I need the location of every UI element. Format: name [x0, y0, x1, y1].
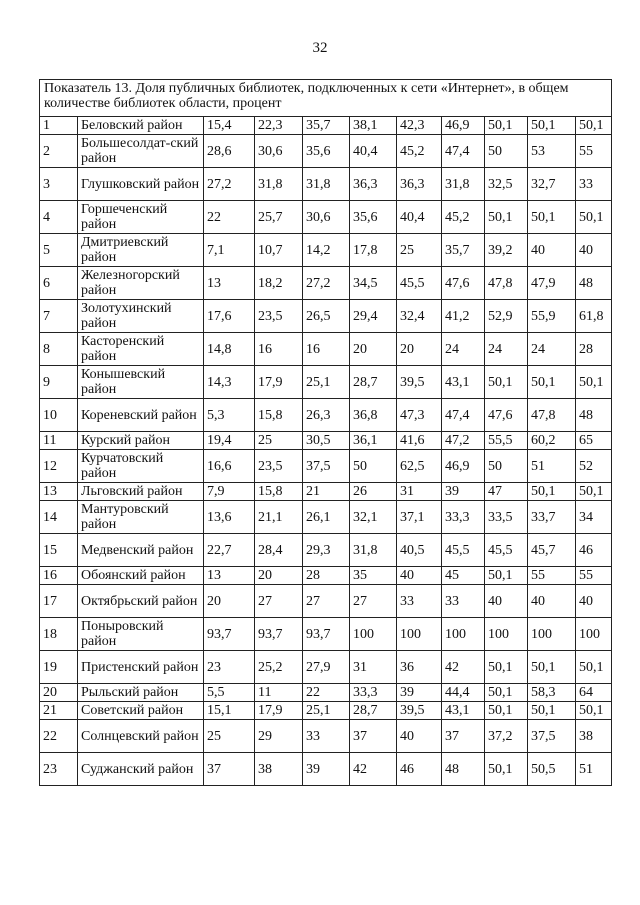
value-cell: 52 [576, 450, 612, 483]
value-cell: 45,5 [442, 534, 485, 567]
district-name: Медвенский район [78, 534, 204, 567]
value-cell: 46,9 [442, 117, 485, 135]
table-row [40, 300, 612, 333]
value-cell: 50,1 [576, 702, 612, 720]
value-cell: 100 [576, 618, 612, 651]
value-cell: 50,1 [485, 702, 528, 720]
value-cell: 16 [255, 333, 303, 366]
value-cell: 40,5 [397, 534, 442, 567]
value-cell: 29,4 [350, 300, 397, 333]
value-cell: 55 [528, 567, 576, 585]
value-cell: 33 [303, 720, 350, 753]
value-cell: 24 [442, 333, 485, 366]
value-cell: 100 [528, 618, 576, 651]
value-cell: 24 [528, 333, 576, 366]
value-cell: 33,5 [485, 501, 528, 534]
district-name: Рыльский район [78, 684, 204, 702]
value-cell: 60,2 [528, 432, 576, 450]
value-cell: 47,6 [485, 399, 528, 432]
value-cell: 20 [397, 333, 442, 366]
table-row [40, 366, 612, 399]
value-cell: 26,3 [303, 399, 350, 432]
district-name: Советский район [78, 702, 204, 720]
district-name: Железногорский район [78, 267, 204, 300]
value-cell: 45,2 [397, 135, 442, 168]
value-cell: 55,9 [528, 300, 576, 333]
row-number: 6 [40, 267, 78, 300]
value-cell: 43,1 [442, 366, 485, 399]
table-row [40, 534, 612, 567]
district-name: Курчатовский район [78, 450, 204, 483]
value-cell: 26,1 [303, 501, 350, 534]
table-row [40, 234, 612, 267]
value-cell: 22,7 [204, 534, 255, 567]
value-cell: 58,3 [528, 684, 576, 702]
row-number: 8 [40, 333, 78, 366]
value-cell: 22 [204, 201, 255, 234]
table-caption: Показатель 13. Доля публичных библиотек, подключенных к сети «Интернет», в общем количестве библиотек области, процент [40, 80, 612, 117]
value-cell: 39 [442, 483, 485, 501]
value-cell: 51 [528, 450, 576, 483]
district-name: Дмитриевский район [78, 234, 204, 267]
value-cell: 50,1 [528, 117, 576, 135]
table-row [40, 168, 612, 201]
value-cell: 31 [397, 483, 442, 501]
value-cell: 50,1 [528, 651, 576, 684]
value-cell: 37,5 [528, 720, 576, 753]
value-cell: 28 [303, 567, 350, 585]
value-cell: 17,9 [255, 702, 303, 720]
value-cell: 44,4 [442, 684, 485, 702]
value-cell: 45,7 [528, 534, 576, 567]
district-name: Льговский район [78, 483, 204, 501]
value-cell: 32,5 [485, 168, 528, 201]
value-cell: 17,6 [204, 300, 255, 333]
value-cell: 28 [576, 333, 612, 366]
value-cell: 62,5 [397, 450, 442, 483]
value-cell: 55 [576, 135, 612, 168]
value-cell: 45,2 [442, 201, 485, 234]
value-cell: 39 [303, 753, 350, 786]
value-cell: 36,8 [350, 399, 397, 432]
value-cell: 46 [397, 753, 442, 786]
value-cell: 50,1 [485, 366, 528, 399]
row-number: 13 [40, 483, 78, 501]
value-cell: 40 [528, 234, 576, 267]
value-cell: 14,2 [303, 234, 350, 267]
row-number: 3 [40, 168, 78, 201]
value-cell: 34,5 [350, 267, 397, 300]
value-cell: 93,7 [204, 618, 255, 651]
value-cell: 50,1 [485, 567, 528, 585]
value-cell: 50,1 [576, 651, 612, 684]
table-row [40, 201, 612, 234]
value-cell: 7,9 [204, 483, 255, 501]
value-cell: 38,1 [350, 117, 397, 135]
value-cell: 50 [485, 135, 528, 168]
value-cell: 55 [576, 567, 612, 585]
district-name: Глушковский район [78, 168, 204, 201]
value-cell: 40 [576, 585, 612, 618]
value-cell: 25,7 [255, 201, 303, 234]
value-cell: 93,7 [255, 618, 303, 651]
row-number: 16 [40, 567, 78, 585]
value-cell: 50,1 [528, 702, 576, 720]
row-number: 7 [40, 300, 78, 333]
value-cell: 16,6 [204, 450, 255, 483]
value-cell: 15,4 [204, 117, 255, 135]
value-cell: 19,4 [204, 432, 255, 450]
value-cell: 40 [528, 585, 576, 618]
value-cell: 61,8 [576, 300, 612, 333]
row-number: 15 [40, 534, 78, 567]
value-cell: 37,5 [303, 450, 350, 483]
table-row [40, 567, 612, 585]
caption-row [40, 80, 612, 117]
value-cell: 47,8 [528, 399, 576, 432]
value-cell: 22,3 [255, 117, 303, 135]
value-cell: 40,4 [350, 135, 397, 168]
value-cell: 50,1 [485, 651, 528, 684]
row-number: 12 [40, 450, 78, 483]
value-cell: 51 [576, 753, 612, 786]
value-cell: 11 [255, 684, 303, 702]
value-cell: 30,6 [255, 135, 303, 168]
value-cell: 30,5 [303, 432, 350, 450]
value-cell: 47,3 [397, 399, 442, 432]
district-name: Мантуровский район [78, 501, 204, 534]
value-cell: 5,5 [204, 684, 255, 702]
value-cell: 13 [204, 567, 255, 585]
value-cell: 37 [442, 720, 485, 753]
value-cell: 35,6 [303, 135, 350, 168]
value-cell: 45,5 [397, 267, 442, 300]
value-cell: 31,8 [255, 168, 303, 201]
value-cell: 33 [397, 585, 442, 618]
value-cell: 36,1 [350, 432, 397, 450]
value-cell: 39,5 [397, 366, 442, 399]
value-cell: 50 [485, 450, 528, 483]
value-cell: 47 [485, 483, 528, 501]
value-cell: 15,8 [255, 483, 303, 501]
district-name: Золотухинский район [78, 300, 204, 333]
table-row [40, 651, 612, 684]
value-cell: 22 [303, 684, 350, 702]
row-number: 23 [40, 753, 78, 786]
row-number: 18 [40, 618, 78, 651]
value-cell: 47,4 [442, 135, 485, 168]
table-row [40, 117, 612, 135]
value-cell: 50,1 [528, 483, 576, 501]
value-cell: 40,4 [397, 201, 442, 234]
value-cell: 7,1 [204, 234, 255, 267]
district-name: Курский район [78, 432, 204, 450]
value-cell: 14,3 [204, 366, 255, 399]
value-cell: 50,1 [528, 201, 576, 234]
value-cell: 50,1 [576, 366, 612, 399]
table-row [40, 585, 612, 618]
table-row [40, 483, 612, 501]
row-number: 20 [40, 684, 78, 702]
value-cell: 28,7 [350, 366, 397, 399]
value-cell: 33,3 [350, 684, 397, 702]
district-name: Конышевский район [78, 366, 204, 399]
value-cell: 34 [576, 501, 612, 534]
row-number: 19 [40, 651, 78, 684]
value-cell: 26 [350, 483, 397, 501]
value-cell: 33,3 [442, 501, 485, 534]
value-cell: 41,2 [442, 300, 485, 333]
district-name: Октябрьский район [78, 585, 204, 618]
value-cell: 37 [204, 753, 255, 786]
value-cell: 64 [576, 684, 612, 702]
row-number: 9 [40, 366, 78, 399]
value-cell: 5,3 [204, 399, 255, 432]
value-cell: 29,3 [303, 534, 350, 567]
value-cell: 28,7 [350, 702, 397, 720]
value-cell: 47,8 [485, 267, 528, 300]
value-cell: 100 [485, 618, 528, 651]
value-cell: 33 [576, 168, 612, 201]
value-cell: 14,8 [204, 333, 255, 366]
value-cell: 23,5 [255, 300, 303, 333]
value-cell: 31,8 [303, 168, 350, 201]
district-name: Поныровский район [78, 618, 204, 651]
value-cell: 35 [350, 567, 397, 585]
value-cell: 55,5 [485, 432, 528, 450]
row-number: 14 [40, 501, 78, 534]
value-cell: 46,9 [442, 450, 485, 483]
value-cell: 47,4 [442, 399, 485, 432]
value-cell: 38 [255, 753, 303, 786]
table-row [40, 333, 612, 366]
district-name: Касторенский район [78, 333, 204, 366]
value-cell: 36,3 [397, 168, 442, 201]
value-cell: 53 [528, 135, 576, 168]
table-row [40, 684, 612, 702]
value-cell: 37 [350, 720, 397, 753]
value-cell: 47,6 [442, 267, 485, 300]
value-cell: 20 [350, 333, 397, 366]
value-cell: 13 [204, 267, 255, 300]
value-cell: 39,5 [397, 702, 442, 720]
value-cell: 43,1 [442, 702, 485, 720]
value-cell: 15,1 [204, 702, 255, 720]
value-cell: 45,5 [485, 534, 528, 567]
value-cell: 39 [397, 684, 442, 702]
value-cell: 35,7 [303, 117, 350, 135]
district-name: Большесолдат-ский район [78, 135, 204, 168]
value-cell: 31,8 [442, 168, 485, 201]
value-cell: 15,8 [255, 399, 303, 432]
row-number: 10 [40, 399, 78, 432]
value-cell: 16 [303, 333, 350, 366]
district-name: Суджанский район [78, 753, 204, 786]
value-cell: 100 [442, 618, 485, 651]
value-cell: 50,1 [576, 483, 612, 501]
value-cell: 32,4 [397, 300, 442, 333]
value-cell: 26,5 [303, 300, 350, 333]
table-row [40, 135, 612, 168]
row-number: 21 [40, 702, 78, 720]
value-cell: 27 [255, 585, 303, 618]
value-cell: 48 [576, 267, 612, 300]
value-cell: 50,1 [528, 366, 576, 399]
value-cell: 40 [397, 720, 442, 753]
value-cell: 18,2 [255, 267, 303, 300]
value-cell: 46 [576, 534, 612, 567]
value-cell: 33,7 [528, 501, 576, 534]
value-cell: 23 [204, 651, 255, 684]
value-cell: 30,6 [303, 201, 350, 234]
value-cell: 50,5 [528, 753, 576, 786]
value-cell: 25 [397, 234, 442, 267]
row-number: 17 [40, 585, 78, 618]
value-cell: 21 [303, 483, 350, 501]
value-cell: 21,1 [255, 501, 303, 534]
value-cell: 32,1 [350, 501, 397, 534]
value-cell: 93,7 [303, 618, 350, 651]
district-name: Солнцевский район [78, 720, 204, 753]
value-cell: 42 [442, 651, 485, 684]
value-cell: 25 [255, 432, 303, 450]
district-name: Кореневский район [78, 399, 204, 432]
value-cell: 52,9 [485, 300, 528, 333]
value-cell: 50,1 [485, 117, 528, 135]
table-body [40, 80, 612, 786]
value-cell: 50 [350, 450, 397, 483]
value-cell: 17,8 [350, 234, 397, 267]
value-cell: 65 [576, 432, 612, 450]
value-cell: 33 [442, 585, 485, 618]
value-cell: 35,7 [442, 234, 485, 267]
value-cell: 100 [350, 618, 397, 651]
value-cell: 20 [255, 567, 303, 585]
district-name: Пристенский район [78, 651, 204, 684]
value-cell: 37,1 [397, 501, 442, 534]
value-cell: 50,1 [485, 753, 528, 786]
value-cell: 47,9 [528, 267, 576, 300]
value-cell: 31 [350, 651, 397, 684]
value-cell: 23,5 [255, 450, 303, 483]
value-cell: 25,1 [303, 366, 350, 399]
value-cell: 10,7 [255, 234, 303, 267]
value-cell: 42,3 [397, 117, 442, 135]
row-number: 2 [40, 135, 78, 168]
value-cell: 40 [485, 585, 528, 618]
table-row [40, 450, 612, 483]
value-cell: 32,7 [528, 168, 576, 201]
value-cell: 25,2 [255, 651, 303, 684]
value-cell: 17,9 [255, 366, 303, 399]
value-cell: 25 [204, 720, 255, 753]
value-cell: 100 [397, 618, 442, 651]
value-cell: 27,9 [303, 651, 350, 684]
value-cell: 13,6 [204, 501, 255, 534]
value-cell: 39,2 [485, 234, 528, 267]
row-number: 22 [40, 720, 78, 753]
page-number: 32 [312, 40, 328, 56]
value-cell: 50,1 [485, 684, 528, 702]
table-row [40, 267, 612, 300]
value-cell: 28,6 [204, 135, 255, 168]
row-number: 11 [40, 432, 78, 450]
table-row [40, 432, 612, 450]
table-row [40, 501, 612, 534]
library-internet-table [39, 79, 612, 786]
value-cell: 48 [442, 753, 485, 786]
value-cell: 35,6 [350, 201, 397, 234]
value-cell: 27,2 [303, 267, 350, 300]
value-cell: 27 [350, 585, 397, 618]
row-number: 1 [40, 117, 78, 135]
value-cell: 29 [255, 720, 303, 753]
value-cell: 36 [397, 651, 442, 684]
value-cell: 50,1 [576, 117, 612, 135]
value-cell: 45 [442, 567, 485, 585]
row-number: 5 [40, 234, 78, 267]
district-name: Горшеченский район [78, 201, 204, 234]
value-cell: 48 [576, 399, 612, 432]
table-row [40, 753, 612, 786]
row-number: 4 [40, 201, 78, 234]
value-cell: 40 [397, 567, 442, 585]
value-cell: 50,1 [485, 201, 528, 234]
table-row [40, 702, 612, 720]
value-cell: 24 [485, 333, 528, 366]
district-name: Обоянский район [78, 567, 204, 585]
value-cell: 27,2 [204, 168, 255, 201]
value-cell: 20 [204, 585, 255, 618]
table-row [40, 399, 612, 432]
table-row [40, 720, 612, 753]
district-name: Беловский район [78, 117, 204, 135]
value-cell: 38 [576, 720, 612, 753]
value-cell: 50,1 [576, 201, 612, 234]
value-cell: 25,1 [303, 702, 350, 720]
value-cell: 31,8 [350, 534, 397, 567]
value-cell: 37,2 [485, 720, 528, 753]
value-cell: 28,4 [255, 534, 303, 567]
value-cell: 41,6 [397, 432, 442, 450]
value-cell: 42 [350, 753, 397, 786]
table-row [40, 618, 612, 651]
value-cell: 47,2 [442, 432, 485, 450]
value-cell: 40 [576, 234, 612, 267]
value-cell: 27 [303, 585, 350, 618]
value-cell: 36,3 [350, 168, 397, 201]
